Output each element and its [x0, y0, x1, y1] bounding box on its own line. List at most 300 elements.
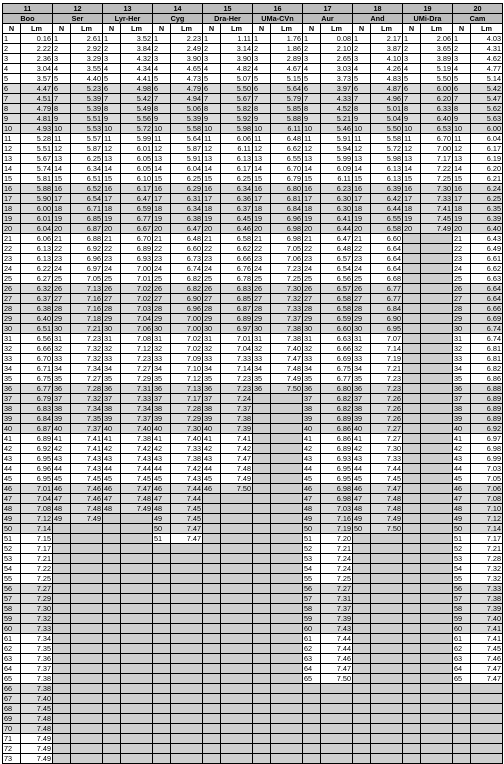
empty-cell	[421, 294, 453, 304]
limiting-magnitude: 6.82	[471, 364, 503, 374]
empty-cell	[421, 564, 453, 574]
star-number: 8	[3, 104, 21, 114]
star-number: 42	[53, 444, 71, 454]
empty-cell	[103, 724, 121, 734]
star-number: 46	[153, 484, 171, 494]
limiting-magnitude: 6.98	[321, 484, 353, 494]
empty-cell	[203, 724, 221, 734]
empty-cell	[453, 754, 471, 764]
empty-cell	[321, 734, 353, 744]
limiting-magnitude: 7.33	[271, 304, 303, 314]
empty-cell	[421, 254, 453, 264]
star-number: 28	[253, 304, 271, 314]
limiting-magnitude: 6.63	[321, 334, 353, 344]
limiting-magnitude: 7.30	[21, 604, 53, 614]
empty-cell	[271, 484, 303, 494]
empty-cell	[353, 624, 371, 634]
limiting-magnitude: 7.08	[121, 334, 153, 344]
star-number: 46	[353, 484, 371, 494]
table-row	[3, 424, 503, 434]
star-number: 13	[203, 154, 221, 164]
col-label-n: N	[253, 24, 271, 34]
empty-cell	[221, 664, 253, 674]
empty-cell	[171, 664, 203, 674]
star-number: 31	[3, 334, 21, 344]
star-number: 15	[453, 174, 471, 184]
empty-cell	[171, 704, 203, 714]
limiting-magnitude: 6.17	[221, 164, 253, 174]
star-number: 1	[103, 34, 121, 44]
limiting-magnitude: 5.47	[471, 94, 503, 104]
star-number: 4	[153, 64, 171, 74]
limiting-magnitude: 6.80	[321, 384, 353, 394]
empty-cell	[53, 604, 71, 614]
col-label-lm: Lm	[121, 24, 153, 34]
star-number: 63	[303, 654, 321, 664]
limiting-magnitude: 6.04	[171, 164, 203, 174]
limiting-magnitude: 6.77	[21, 384, 53, 394]
star-number: 35	[3, 374, 21, 384]
col-label-n: N	[53, 24, 71, 34]
star-number: 52	[303, 544, 321, 554]
empty-cell	[71, 674, 103, 684]
empty-cell	[221, 714, 253, 724]
empty-cell	[171, 654, 203, 664]
limiting-magnitude: 7.34	[71, 404, 103, 414]
star-number: 35	[53, 374, 71, 384]
limiting-magnitude: 7.49	[21, 744, 53, 754]
star-number: 24	[253, 264, 271, 274]
star-number: 26	[153, 284, 171, 294]
table-row	[3, 734, 503, 744]
star-number: 58	[453, 604, 471, 614]
star-number: 38	[3, 404, 21, 414]
star-number: 16	[253, 184, 271, 194]
empty-cell	[71, 714, 103, 724]
empty-cell	[271, 604, 303, 614]
table-row	[3, 94, 503, 104]
limiting-magnitude: 7.32	[471, 574, 503, 584]
star-number: 26	[3, 284, 21, 294]
empty-cell	[121, 674, 153, 684]
star-number: 14	[253, 164, 271, 174]
empty-cell	[403, 284, 421, 294]
star-number: 5	[153, 74, 171, 84]
empty-cell	[453, 694, 471, 704]
limiting-magnitude: 7.07	[371, 334, 403, 344]
empty-cell	[221, 574, 253, 584]
star-number: 4	[303, 64, 321, 74]
star-number: 30	[103, 324, 121, 334]
limiting-magnitude: 7.39	[321, 614, 353, 624]
empty-cell	[403, 494, 421, 504]
star-number: 2	[53, 44, 71, 54]
limiting-magnitude: 6.13	[21, 244, 53, 254]
star-number: 46	[103, 484, 121, 494]
empty-cell	[221, 734, 253, 744]
table-row	[3, 474, 503, 484]
limiting-magnitude: 6.11	[271, 124, 303, 134]
empty-cell	[371, 614, 403, 624]
table-row	[3, 584, 503, 594]
limiting-magnitude: 6.17	[471, 144, 503, 154]
limiting-magnitude: 7.17	[171, 394, 203, 404]
star-number: 57	[303, 594, 321, 604]
empty-cell	[403, 554, 421, 564]
limiting-magnitude: 6.54	[71, 194, 103, 204]
limiting-magnitude: 7.47	[471, 674, 503, 684]
star-number: 18	[153, 204, 171, 214]
limiting-magnitude: 6.40	[471, 224, 503, 234]
limiting-magnitude: 6.68	[371, 274, 403, 284]
star-number: 39	[3, 414, 21, 424]
table-row	[3, 494, 503, 504]
star-number: 26	[253, 284, 271, 294]
table-row	[3, 374, 503, 384]
empty-cell	[421, 494, 453, 504]
empty-cell	[171, 724, 203, 734]
limiting-magnitude: 7.39	[221, 424, 253, 434]
empty-cell	[203, 574, 221, 584]
limiting-magnitude: 6.84	[371, 304, 403, 314]
empty-cell	[271, 574, 303, 584]
limiting-magnitude: 2.49	[171, 44, 203, 54]
empty-cell	[371, 594, 403, 604]
star-number: 11	[203, 134, 221, 144]
limiting-magnitude: 7.21	[321, 544, 353, 554]
empty-cell	[403, 254, 421, 264]
star-number: 22	[303, 244, 321, 254]
star-number: 62	[3, 644, 21, 654]
star-number: 9	[453, 114, 471, 124]
star-number: 29	[53, 314, 71, 324]
empty-cell	[221, 494, 253, 504]
group-number: 17	[303, 4, 353, 14]
star-number: 61	[3, 634, 21, 644]
star-number: 41	[103, 434, 121, 444]
limiting-magnitude: 6.34	[71, 164, 103, 174]
star-number: 40	[353, 424, 371, 434]
empty-cell	[253, 644, 271, 654]
limiting-magnitude: 2.23	[171, 34, 203, 44]
limiting-magnitude: 0.08	[321, 34, 353, 44]
star-number: 37	[153, 394, 171, 404]
empty-cell	[421, 274, 453, 284]
limiting-magnitude: 4.79	[171, 84, 203, 94]
empty-cell	[221, 724, 253, 734]
star-number: 17	[53, 194, 71, 204]
empty-cell	[353, 574, 371, 584]
star-number: 41	[353, 434, 371, 444]
star-number: 15	[103, 174, 121, 184]
empty-cell	[221, 524, 253, 534]
star-number: 31	[203, 334, 221, 344]
empty-cell	[153, 694, 171, 704]
limiting-magnitude: 7.41	[221, 434, 253, 444]
empty-cell	[353, 734, 371, 744]
empty-cell	[71, 544, 103, 554]
empty-cell	[403, 474, 421, 484]
limiting-magnitude: 6.63	[471, 274, 503, 284]
star-number: 41	[153, 434, 171, 444]
limiting-magnitude: 6.99	[471, 454, 503, 464]
empty-cell	[421, 454, 453, 464]
empty-cell	[253, 734, 271, 744]
star-number: 2	[253, 44, 271, 54]
limiting-magnitude: 6.81	[271, 194, 303, 204]
empty-cell	[403, 574, 421, 584]
star-number: 30	[203, 324, 221, 334]
star-number: 18	[103, 204, 121, 214]
empty-cell	[71, 524, 103, 534]
empty-cell	[403, 644, 421, 654]
limiting-magnitude: 7.44	[321, 644, 353, 654]
limiting-magnitude: 6.29	[171, 184, 203, 194]
empty-cell	[421, 584, 453, 594]
star-number: 31	[253, 334, 271, 344]
empty-cell	[253, 634, 271, 644]
limiting-magnitude: 5.94	[321, 144, 353, 154]
limiting-magnitude: 7.04	[221, 344, 253, 354]
star-number: 1	[253, 34, 271, 44]
star-number: 16	[353, 184, 371, 194]
empty-cell	[421, 324, 453, 334]
star-number: 54	[453, 564, 471, 574]
empty-cell	[71, 654, 103, 664]
star-number: 20	[203, 224, 221, 234]
col-label-n: N	[203, 24, 221, 34]
empty-cell	[271, 514, 303, 524]
limiting-magnitude: 6.53	[421, 124, 453, 134]
limiting-magnitude: 7.48	[71, 504, 103, 514]
table-row	[3, 704, 503, 714]
empty-cell	[121, 654, 153, 664]
star-number: 53	[303, 554, 321, 564]
star-number: 50	[3, 524, 21, 534]
limiting-magnitude: 6.62	[471, 264, 503, 274]
star-number: 43	[3, 454, 21, 464]
empty-cell	[353, 634, 371, 644]
limiting-magnitude: 6.39	[471, 214, 503, 224]
limiting-magnitude: 6.86	[321, 434, 353, 444]
star-number: 10	[153, 124, 171, 134]
limiting-magnitude: 7.33	[21, 624, 53, 634]
star-number: 45	[453, 474, 471, 484]
group-number-row	[3, 4, 503, 14]
limiting-magnitude: 7.45	[21, 704, 53, 714]
limiting-magnitude: 4.81	[21, 114, 53, 124]
star-number: 73	[3, 754, 21, 764]
limiting-magnitude: 4.10	[371, 54, 403, 64]
limiting-magnitude: 3.55	[71, 64, 103, 74]
star-number: 4	[353, 64, 371, 74]
limiting-magnitude: 7.03	[321, 504, 353, 514]
limiting-magnitude: 5.72	[371, 144, 403, 154]
empty-cell	[253, 464, 271, 474]
star-number: 26	[203, 284, 221, 294]
star-number: 2	[403, 44, 421, 54]
limiting-magnitude: 6.77	[371, 284, 403, 294]
limiting-magnitude: 7.42	[121, 444, 153, 454]
empty-cell	[421, 484, 453, 494]
limiting-magnitude: 2.06	[421, 34, 453, 44]
empty-cell	[321, 694, 353, 704]
star-number: 4	[203, 64, 221, 74]
limiting-magnitude: 7.48	[221, 464, 253, 474]
empty-cell	[453, 684, 471, 694]
empty-cell	[53, 704, 71, 714]
limiting-magnitude: 7.38	[121, 434, 153, 444]
empty-cell	[353, 614, 371, 624]
star-number: 45	[53, 474, 71, 484]
star-number: 64	[3, 664, 21, 674]
limiting-magnitude: 7.12	[171, 374, 203, 384]
star-number: 54	[303, 564, 321, 574]
limiting-magnitude: 7.26	[371, 414, 403, 424]
empty-cell	[271, 644, 303, 654]
empty-cell	[271, 564, 303, 574]
empty-cell	[271, 654, 303, 664]
star-number: 47	[353, 494, 371, 504]
limiting-magnitude: 6.46	[221, 224, 253, 234]
empty-cell	[153, 594, 171, 604]
star-number: 21	[203, 234, 221, 244]
limiting-magnitude: 7.25	[21, 574, 53, 584]
limiting-magnitude: 6.60	[371, 234, 403, 244]
empty-cell	[171, 684, 203, 694]
empty-cell	[221, 614, 253, 624]
star-number: 7	[403, 94, 421, 104]
star-number: 39	[303, 414, 321, 424]
limiting-magnitude: 6.34	[221, 184, 253, 194]
table-row	[3, 124, 503, 134]
star-number: 55	[453, 574, 471, 584]
table-row	[3, 204, 503, 214]
star-number: 22	[103, 244, 121, 254]
limiting-magnitude: 7.14	[471, 524, 503, 534]
star-number: 29	[453, 314, 471, 324]
limiting-magnitude: 7.37	[271, 314, 303, 324]
empty-cell	[153, 734, 171, 744]
empty-cell	[71, 684, 103, 694]
empty-cell	[371, 574, 403, 584]
star-number: 49	[53, 514, 71, 524]
star-number: 22	[253, 244, 271, 254]
limiting-magnitude: 6.98	[271, 224, 303, 234]
star-number: 38	[53, 404, 71, 414]
empty-cell	[221, 644, 253, 654]
limiting-magnitude: 6.71	[71, 204, 103, 214]
empty-cell	[153, 584, 171, 594]
star-number: 4	[253, 64, 271, 74]
empty-cell	[121, 544, 153, 554]
star-number: 32	[103, 344, 121, 354]
table-row	[3, 644, 503, 654]
empty-cell	[421, 574, 453, 584]
star-number: 13	[453, 154, 471, 164]
limiting-magnitude: 7.02	[121, 294, 153, 304]
star-number: 21	[353, 234, 371, 244]
star-number: 8	[153, 104, 171, 114]
limiting-magnitude: 6.77	[321, 374, 353, 384]
limiting-magnitude: 7.02	[171, 344, 203, 354]
star-number: 27	[453, 294, 471, 304]
limiting-magnitude: 2.17	[371, 34, 403, 44]
empty-cell	[453, 734, 471, 744]
limiting-magnitude: 6.00	[21, 204, 53, 214]
limiting-magnitude: 7.40	[21, 694, 53, 704]
empty-cell	[271, 534, 303, 544]
col-label-n: N	[103, 24, 121, 34]
empty-cell	[471, 744, 503, 754]
empty-cell	[153, 744, 171, 754]
star-number: 57	[3, 594, 21, 604]
star-number: 21	[53, 234, 71, 244]
limiting-magnitude: 7.33	[171, 444, 203, 454]
star-number: 29	[3, 314, 21, 324]
limiting-magnitude: 5.67	[221, 94, 253, 104]
empty-cell	[53, 734, 71, 744]
star-number: 19	[403, 214, 421, 224]
star-number: 35	[253, 374, 271, 384]
star-number: 43	[353, 454, 371, 464]
limiting-magnitude: 7.33	[221, 354, 253, 364]
limiting-magnitude: 6.44	[321, 224, 353, 234]
limiting-magnitude: 7.38	[21, 684, 53, 694]
empty-cell	[421, 654, 453, 664]
star-number: 24	[3, 264, 21, 274]
limiting-magnitude: 7.42	[171, 464, 203, 474]
empty-cell	[153, 684, 171, 694]
table-row	[3, 194, 503, 204]
empty-cell	[221, 564, 253, 574]
empty-cell	[353, 694, 371, 704]
star-number: 36	[3, 384, 21, 394]
limiting-magnitude: 4.32	[121, 54, 153, 64]
limiting-magnitude: 7.36	[21, 654, 53, 664]
limiting-magnitude: 6.24	[471, 184, 503, 194]
empty-cell	[421, 684, 453, 694]
limiting-magnitude: 5.50	[421, 74, 453, 84]
limiting-magnitude: 7.03	[471, 464, 503, 474]
star-number: 14	[203, 164, 221, 174]
col-label-n: N	[153, 24, 171, 34]
star-number: 17	[103, 194, 121, 204]
limiting-magnitude: 7.32	[71, 344, 103, 354]
star-number: 18	[453, 204, 471, 214]
group-number: 20	[453, 4, 503, 14]
star-number: 8	[203, 104, 221, 114]
limiting-magnitude: 6.54	[321, 264, 353, 274]
star-number: 46	[453, 484, 471, 494]
empty-cell	[203, 624, 221, 634]
limiting-magnitude: 7.45	[121, 474, 153, 484]
limiting-magnitude: 6.55	[371, 214, 403, 224]
star-number: 37	[303, 394, 321, 404]
limiting-magnitude: 5.98	[371, 154, 403, 164]
empty-cell	[203, 634, 221, 644]
empty-cell	[421, 284, 453, 294]
empty-cell	[253, 604, 271, 614]
limiting-magnitude: 3.84	[121, 44, 153, 54]
empty-cell	[271, 544, 303, 554]
limiting-magnitude: 5.51	[21, 144, 53, 154]
limiting-magnitude: 7.47	[171, 524, 203, 534]
table-row	[3, 184, 503, 194]
empty-cell	[421, 594, 453, 604]
table-row	[3, 714, 503, 724]
empty-cell	[271, 434, 303, 444]
